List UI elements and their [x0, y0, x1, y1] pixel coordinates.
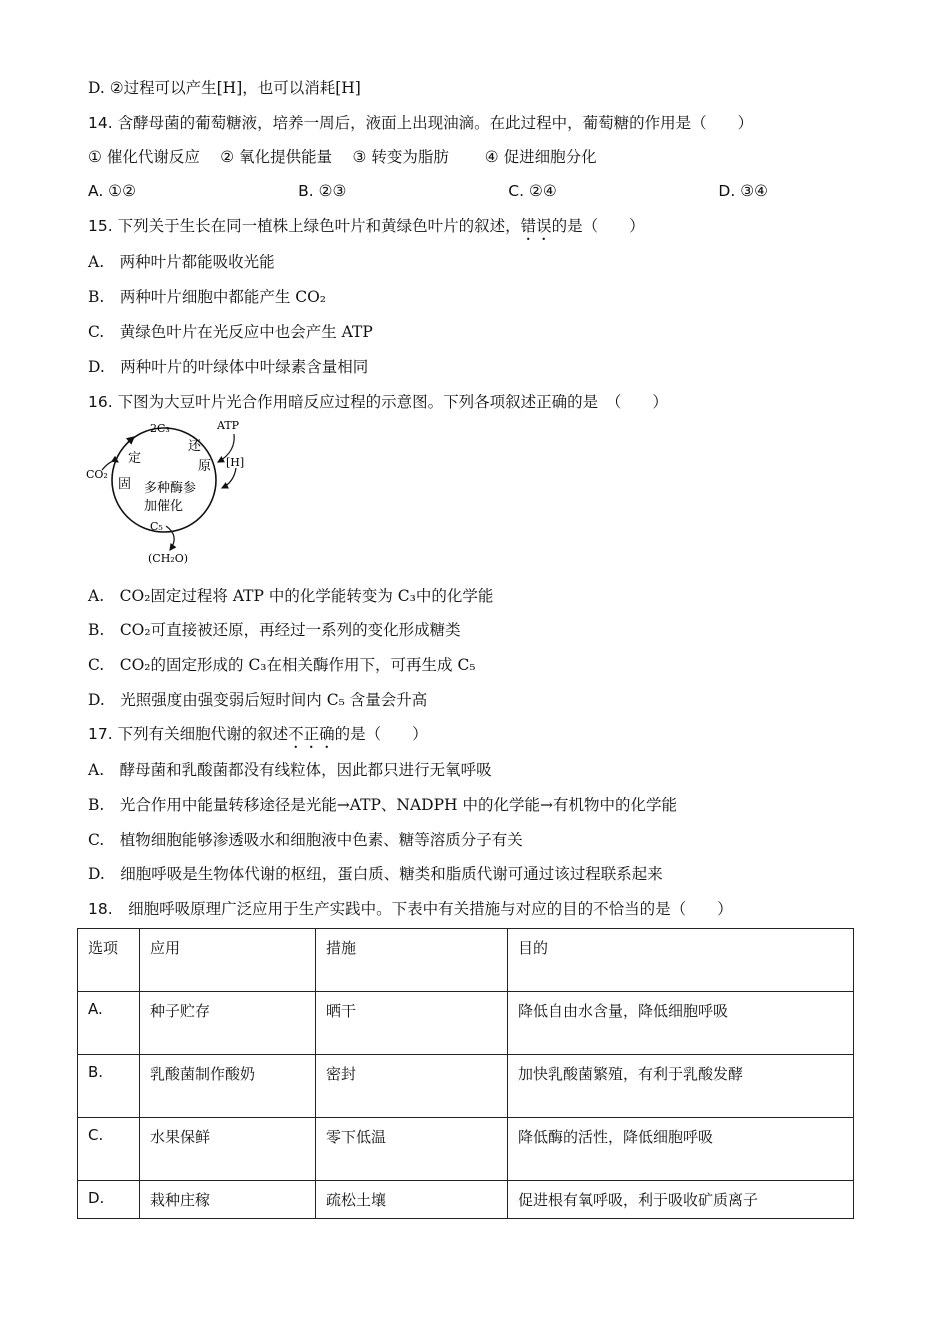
- q14-option-d: D. ③④: [718, 182, 769, 200]
- q16-option-a: A. CO₂固定过程将 ATP 中的化学能转变为 C₃中的化学能: [88, 587, 494, 605]
- q15-option-c: C. 黄绿色叶片在光反应中也会产生 ATP: [88, 323, 373, 341]
- label-yuan: 原: [198, 459, 212, 474]
- q16-stem: 16. 下图为大豆叶片光合作用暗反应过程的示意图。下列各项叙述正确的是 （ ）: [88, 393, 668, 411]
- q17-option-d: D. 细胞呼吸是生物体代谢的枢纽，蛋白质、糖类和脂质代谢可通过该过程联系起来: [88, 865, 663, 883]
- table-cell: 促进根有氧呼吸，利于吸收矿质离子: [508, 1181, 854, 1219]
- q17-stem-part2: 的是（ ）: [334, 725, 428, 743]
- table-cell: B.: [78, 1055, 140, 1118]
- q14-option-a: A. ①②: [88, 182, 136, 200]
- q15-stem: [88, 216, 645, 244]
- q18-table: [77, 928, 854, 1219]
- q17-stem: [88, 724, 428, 752]
- label-huan: 还: [188, 439, 202, 454]
- q13-option-d: D. ②过程可以产生[H]，也可以消耗[H]: [88, 79, 361, 97]
- table-header-cell: 措施: [316, 929, 508, 992]
- q17-stem-emphasis: 不正确: [288, 725, 335, 743]
- table-cell: 加快乳酸菌繁殖，有利于乳酸发酵: [508, 1055, 854, 1118]
- table-cell: 晒干: [316, 992, 508, 1055]
- table-cell: 栽种庄稼: [140, 1181, 316, 1219]
- label-gu: 固: [118, 477, 132, 492]
- table-cell: 降低自由水含量，降低细胞呼吸: [508, 992, 854, 1055]
- q15-stem-emphasis: 错误: [520, 217, 552, 235]
- q16-option-d: D. 光照强度由强变弱后短时间内 C₅ 含量会升高: [88, 691, 428, 709]
- q15-stem-part1: 15. 下列关于生长在同一植株上绿色叶片和黄绿色叶片的叙述，: [88, 217, 521, 235]
- table-cell: C.: [78, 1118, 140, 1181]
- label-enzyme-1: 多种酶参: [144, 481, 197, 496]
- q15-option-a: A. 两种叶片都能吸收光能: [88, 253, 275, 271]
- ch2o-arrow: [166, 526, 174, 550]
- q18-stem: 18. 细胞呼吸原理广泛应用于生产实践中。下表中有关措施与对应的目的不恰当的是（ ）: [88, 900, 733, 918]
- q14-items: ① 催化代谢反应 ② 氧化提供能量 ③ 转变为脂肪 ④ 促进细胞分化: [88, 148, 597, 166]
- table-cell: 种子贮存: [140, 992, 316, 1055]
- q17-option-a: A. 酵母菌和乳酸菌都没有线粒体，因此都只进行无氧呼吸: [88, 761, 492, 779]
- table-cell: 降低酶的活性，降低细胞呼吸: [508, 1118, 854, 1181]
- table-header-cell: 应用: [140, 929, 316, 992]
- q16-option-c: C. CO₂的固定形成的 C₃在相关酶作用下，可再生成 C₅: [88, 656, 476, 674]
- table-cell: D.: [78, 1181, 140, 1219]
- table-cell: 水果保鲜: [140, 1118, 316, 1181]
- table-header-row: [78, 929, 854, 992]
- q17-stem-part1: 17. 下列有关细胞代谢的叙述: [88, 725, 289, 743]
- table-header-cell: 选项: [78, 929, 140, 992]
- label-atp: ATP: [217, 419, 240, 432]
- label-co2: CO₂: [86, 468, 108, 481]
- label-2c3: 2C₃: [150, 422, 170, 435]
- table-cell: A.: [78, 992, 140, 1055]
- table-cell: 乳酸菌制作酸奶: [140, 1055, 316, 1118]
- table-row: [78, 1055, 854, 1118]
- label-h: [H]: [226, 456, 245, 469]
- dark-reaction-diagram: [84, 418, 254, 568]
- label-enzyme-2: 加催化: [144, 499, 184, 514]
- cycle-arrow-top: [128, 437, 134, 442]
- label-ch2o: (CH₂O): [148, 552, 189, 565]
- q14-option-b: B. ②③: [298, 182, 347, 200]
- table-header-cell: 目的: [508, 929, 854, 992]
- q17-option-c: C. 植物细胞能够渗透吸水和细胞液中色素、糖等溶质分子有关: [88, 831, 523, 849]
- label-ding: 定: [128, 451, 142, 466]
- q15-option-b: B. 两种叶片细胞中都能产生 CO₂: [88, 288, 327, 306]
- table-row: [78, 1181, 854, 1219]
- table-cell: 零下低温: [316, 1118, 508, 1181]
- table-cell: 密封: [316, 1055, 508, 1118]
- q15-option-d: D. 两种叶片的叶绿体中叶绿素含量相同: [88, 358, 369, 376]
- table-row: [78, 992, 854, 1055]
- q14-options: [88, 182, 768, 200]
- q17-option-b: B. 光合作用中能量转移途径是光能→ATP、NADPH 中的化学能→有机物中的化学能: [88, 796, 677, 814]
- q16-option-b: B. CO₂可直接被还原，再经过一系列的变化形成糖类: [88, 621, 461, 639]
- label-c5: C₅: [150, 520, 163, 533]
- table-row: [78, 1118, 854, 1181]
- table-cell: 疏松土壤: [316, 1181, 508, 1219]
- q14-stem: 14. 含酵母菌的葡萄糖液，培养一周后，液面上出现油滴。在此过程中，葡萄糖的作用是（ ）: [88, 114, 754, 132]
- q14-option-c: C. ②④: [508, 182, 557, 200]
- h-arrow: [222, 468, 236, 488]
- q15-stem-part2: 的是（ ）: [551, 217, 645, 235]
